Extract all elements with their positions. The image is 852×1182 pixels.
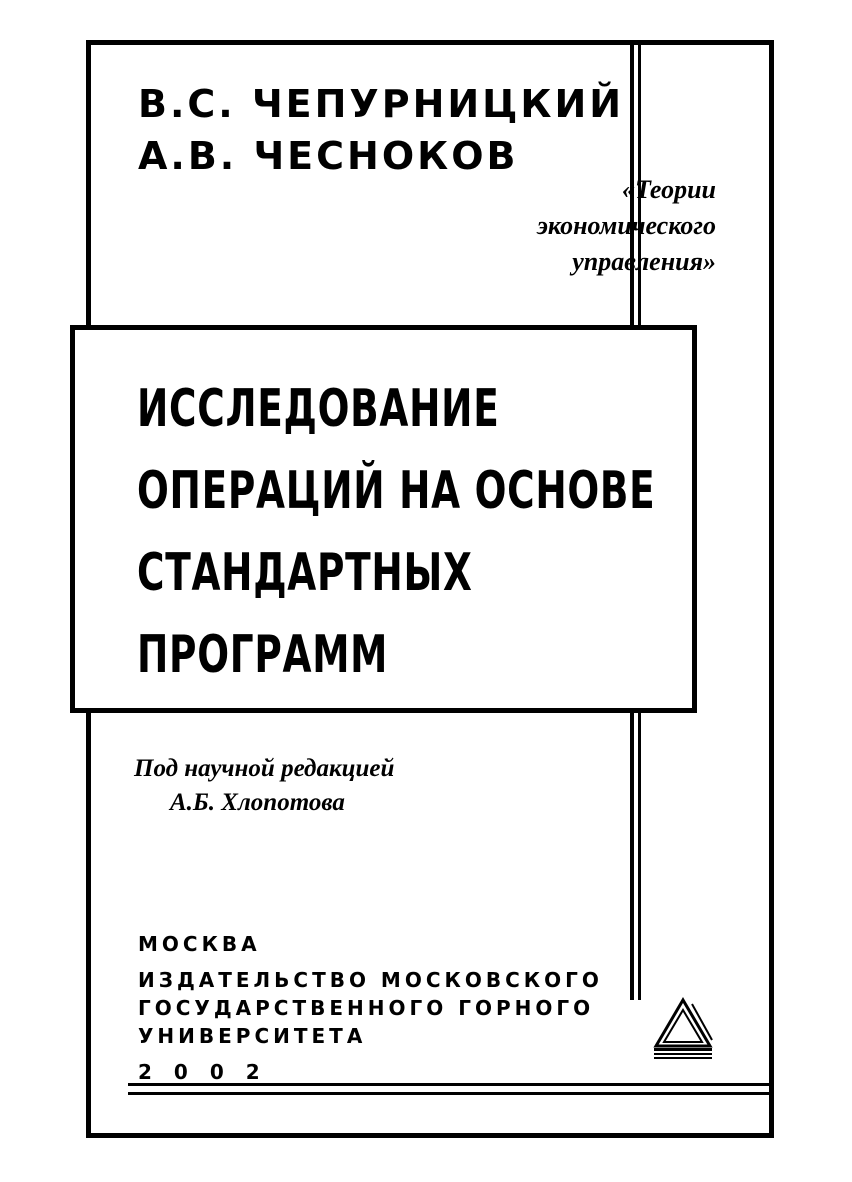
editor-credit [134, 752, 394, 820]
title-line-2: ОПЕРАЦИЙ НА ОСНОВЕ [137, 461, 656, 521]
authors [138, 78, 624, 182]
series-name [416, 172, 716, 280]
publisher-block [138, 930, 603, 1086]
horizontal-rule-bottom [128, 1092, 774, 1095]
publisher-triangle-logo-icon [652, 996, 714, 1060]
publisher-line-1: ИЗДАТЕЛЬСТВО МОСКОВСКОГО [138, 968, 603, 992]
series-line-3: управления» [572, 247, 716, 276]
vertical-rule-right-lower [638, 710, 641, 1000]
series-line-2: экономического [537, 211, 716, 240]
editor-name: А.Б. Хлопотова [170, 789, 345, 816]
author-2: А.В. ЧЕСНОКОВ [138, 134, 519, 178]
publisher-line-3: УНИВЕРСИТЕТА [138, 1024, 367, 1048]
author-1: В.С. ЧЕПУРНИЦКИЙ [138, 82, 625, 126]
editor-label: Под научной редакцией [134, 755, 395, 782]
series-line-1: «Теории [621, 175, 716, 204]
publisher-city: МОСКВА [138, 932, 261, 956]
title-box [70, 325, 697, 713]
publisher-line-2: ГОСУДАРСТВЕННОГО ГОРНОГО [138, 996, 595, 1020]
title-line-1: ИССЛЕДОВАНИЕ [137, 379, 500, 439]
title-line-4: ПРОГРАММ [137, 625, 389, 685]
book-title [137, 368, 655, 696]
vertical-rule-left-lower [630, 710, 634, 1000]
title-line-3: СТАНДАРТНЫХ [137, 543, 473, 603]
publication-year: 2002 [138, 1060, 282, 1084]
